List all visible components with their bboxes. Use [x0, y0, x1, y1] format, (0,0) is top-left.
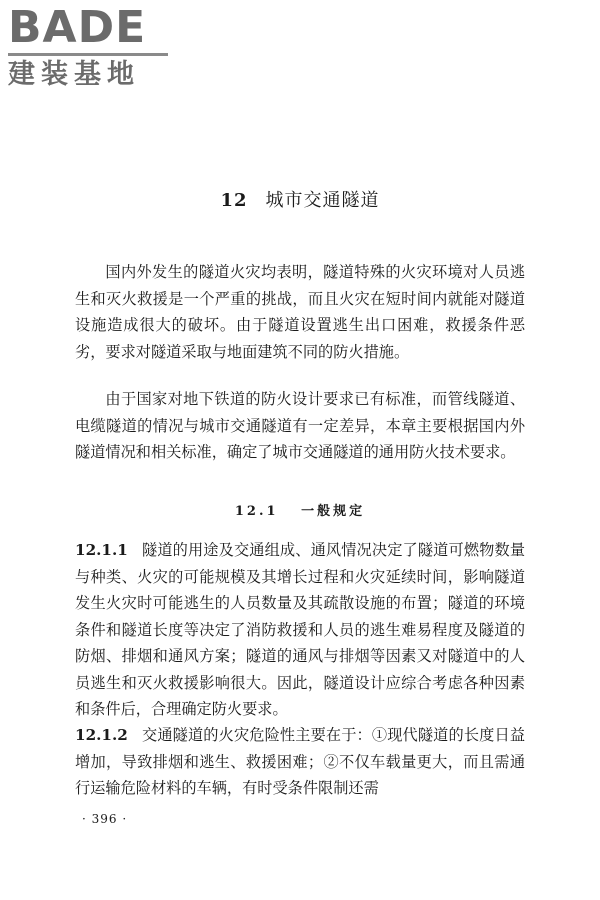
- logo-brand: BADE: [8, 2, 147, 53]
- clause-number: 12.1.2: [75, 726, 128, 744]
- clause-text: 隧道的用途及交通组成、通风情况决定了隧道可燃物数量与种类、火灾的可能规模及其增长过程和火灾延续时间，影响隧道发生火灾时可能逃生的人员数量及其疏散设施的布置；隧道的环境条件和隧道长度等决定了消防救援和人员的逃生难易程度及隧道的防烟、排烟和通风方案；隧道的通风与排烟等因素又对隧道中的人员逃生和灭火救援影响很大。因此，隧道设计应综合考虑各种因素和条件后，合理确定防火要求。: [75, 541, 525, 718]
- intro-paragraph-1: 国内外发生的隧道火灾均表明，隧道特殊的火灾环境对人员逃生和灭火救援是一个严重的挑战，而且火灾在短时间内就能对隧道设施造成很大的破坏。由于隧道设置逃生出口困难，救援条件恶劣，要求对隧道采取与地面建筑不同的防火措施。: [75, 263, 525, 361]
- publisher-logo: [8, 4, 178, 94]
- logo-subtitle: 建装基地: [8, 59, 140, 90]
- clause-text: 交通隧道的火灾危险性主要在于：①现代隧道的长度日益增加，导致排烟和逃生、救援困难；②不仅车载量更大，而且需通行运输危险材料的车辆，有时受条件限制还需: [75, 726, 525, 797]
- logo-divider: [8, 53, 168, 56]
- clause-12-1-1: [75, 537, 525, 723]
- section-number: 12.1: [234, 504, 279, 519]
- intro-paragraph-2: 由于国家对地下铁道的防火设计要求已有标准，而管线隧道、电缆隧道的情况与城市交通隧道有一定差异，本章主要根据国内外隧道情况和相关标准，确定了城市交通隧道的通用防火技术要求。: [75, 390, 525, 461]
- chapter-name: 城市交通隧道: [265, 190, 380, 211]
- chapter-title: [0, 186, 600, 212]
- clause-12-1-2: [75, 722, 525, 802]
- clause-number: 12.1.1: [75, 541, 128, 559]
- chapter-number: 12: [220, 190, 248, 211]
- page-number: · 396 ·: [82, 812, 128, 826]
- section-title: [0, 500, 600, 519]
- section-name: 一般规定: [301, 504, 366, 519]
